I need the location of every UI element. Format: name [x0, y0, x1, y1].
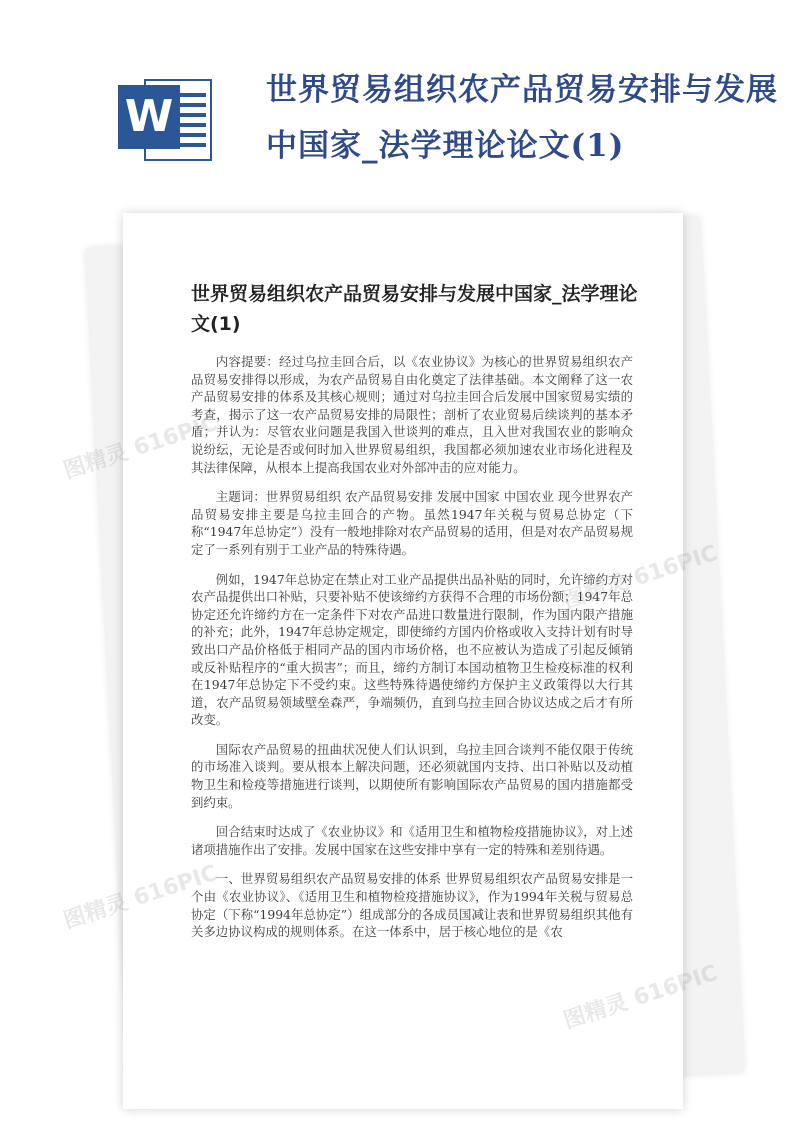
text-line-shape [176, 133, 206, 137]
word-letter-badge: W [118, 85, 180, 149]
body-paragraph: 例如，1947年总协定在禁止对工业产品提供出品补贴的同时，允许缔约方对农产品提供出口补贴，只要补贴不使该缔约方获得不合理的市场份额；1947年总协定还允许缔约方在一定条件下对农产品进口数量进行限制，作为国内限产措施的补充；此外，1947年总协定规定，即使缔约方国内价格或收入支持计划有时导致出口产品价格低于相同产品的国内市场价格，也不应被认为造成了引起反倾销或反补贴程序的“重大损害”；而且，缔约方制订本国动植物卫生检疫标准的权利在1947年总协定下不受约束。这些特殊待遇使缔约方保护主义政策得以大行其道，农产品贸易领域壁垒森严，争端频仍，直到乌拉圭回合协议达成之后才有所改变。 [191, 571, 633, 728]
text-line-shape [176, 143, 206, 147]
page-title: 世界贸易组织农产品贸易安排与发展中国家_法学理论论文(1) [266, 72, 778, 164]
body-paragraph: 回合结束时达成了《农业协议》和《适用卫生和植物检疫措施协议》，对上述诸项措施作出了安排。发展中国家在这些安排中享有一定的特殊和差别待遇。 [191, 824, 633, 857]
text-line-shape [176, 93, 206, 97]
watermark: 图精灵 616PIC [60, 860, 221, 935]
document-page [123, 213, 683, 1109]
document-body [191, 353, 633, 953]
body-paragraph: 国际农产品贸易的扭曲状况使人们认识到，乌拉圭回合谈判不能仅限于传统的市场准入谈判。要从根本上解决问题，还必须就国内支持、出口补贴以及动植物卫生和检疫等措施进行谈判，以期使所有影响国际农产品贸易的国内措施都受到约束。 [191, 741, 633, 810]
text-line-shape [176, 103, 206, 107]
document-title: 世界贸易组织农产品贸易安排与发展中国家_法学理论文(1) [191, 283, 638, 335]
keywords-paragraph: 主题词：世界贸易组织 农产品贸易安排 发展中国家 中国农业 现今世界农产品贸易安排主要是乌拉圭回合的产物。虽然1947年关税与贸易总协定（下称“1947年总协定”）没有一般地排除对农产品贸易的适用，但是对农产品贸易规定了一系列有别于工业产品的特殊待遇。 [191, 489, 633, 557]
text-line-shape [176, 113, 206, 117]
abstract-paragraph: 内容提要：经过乌拉圭回合后，以《农业协议》为核心的世界贸易组织农产品贸易安排得以形成，为农产品贸易自由化奠定了法律基础。本文阐释了这一农产品贸易安排的体系及其核心规则；通过对乌拉圭回合后发展中国家贸易实绩的考查，揭示了这一农产品贸易安排的局限性；剖析了农业贸易后续谈判的基本矛盾；并认为：尽管农业问题是我国入世谈判的难点，且入世对我国农业的影响众说纷纭，无论是否或何时加入世界贸易组织，我国都必须加速农业市场化进程及其法律保障，从根本上提高我国农业对外部冲击的应对能力。 [191, 354, 633, 475]
word-document-icon [118, 75, 214, 165]
watermark: 图精灵 616PIC [560, 960, 721, 1035]
text-line-shape [176, 123, 206, 127]
body-paragraph: 一、世界贸易组织农产品贸易安排的体系 世界贸易组织农产品贸易安排是一个由《农业协议》、《适用卫生和植物检疫措施协议》，作为1994年关税与贸易总协定（下称“1994年总协定”）组成部分的各成员国减让表和世界贸易组织其他有关多边协议构成的规则体系。在这一体系中，居于核心地位的是《农 [191, 871, 633, 940]
header-banner [0, 0, 800, 200]
watermark: 图精灵 616PIC [60, 410, 221, 485]
watermark: 图精灵 616PIC [560, 540, 721, 615]
